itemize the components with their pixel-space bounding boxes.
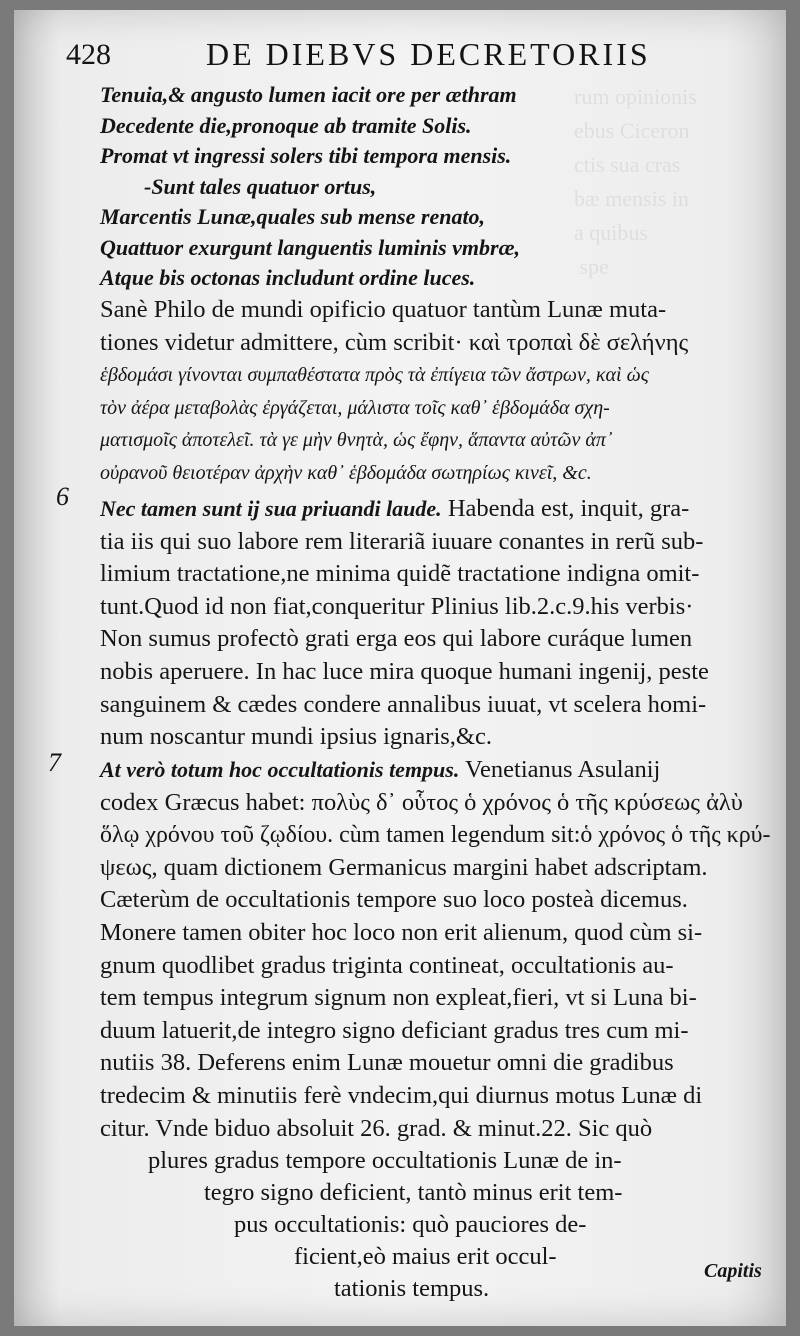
catchword: Capitis xyxy=(704,1260,762,1282)
book-page xyxy=(14,10,786,1326)
paragraph-philo xyxy=(100,294,770,490)
lemma: Nec tamen sunt ij sua priuandi laude. xyxy=(100,496,442,521)
verse-line: Marcentis Lunæ,quales sub mense renato, xyxy=(100,204,486,229)
text-line: tunt.Quod id non fiat,conqueritur Plinius lib.2.c.9.his verbis· xyxy=(100,592,694,620)
margin-note-number: 6 xyxy=(56,482,69,511)
greek-line: ἑβδομάσι γίνονται συμπαθέστατα πρὸς τὰ ἐπίγεια τῶν ἄστρων, καὶ ὡς xyxy=(100,364,649,387)
text-line: Sanè Philo de mundi opificio quatuor tantùm Lunæ muta- xyxy=(100,296,667,323)
text-line: Habenda est, inquit, gra- xyxy=(441,495,690,522)
paragraph-nec-tamen xyxy=(100,493,770,754)
verse-line: Decedente die,pronoque ab tramite Solis. xyxy=(100,112,472,138)
text-line: plures gradus tempore occultationis Lunæ de in- xyxy=(148,1147,622,1174)
text-line: tredecim & minutiis ferè vndecim,qui diurnus motus Lunæ di xyxy=(100,1081,703,1109)
text-line: ὅλῳ χρόνου τοῦ ζῳδίου. cùm tamen legendum sit:ὁ χρόνος ὁ τῆς κρύ- xyxy=(100,821,771,849)
text-line: Cæterùm de occultationis tempore suo loco posteà dicemus. xyxy=(100,886,688,914)
text-line: tiones videtur admittere, cùm scribit· καὶ τροπαὶ δὲ σελήνης xyxy=(100,328,689,356)
greek-line: οὐρανοῦ θειοτέραν ἀρχὴν καθ᾽ ἑβδομάδα σωτηρίως κινεῖ, &c. xyxy=(100,461,592,484)
verse-line: Atque bis octonas includunt ordine luces. xyxy=(100,265,476,290)
text-line: limium tractatione,ne minima quidẽ tractatione indigna omit- xyxy=(100,560,700,588)
text-line: ψεως, quam dictionem Germanicus margini habet adscriptam. xyxy=(100,853,708,881)
text-line: Venetianus Asulanij xyxy=(459,756,661,783)
greek-line: τὸν ἀέρα μεταβολὰς ἐργάζεται, μάλιστα τοῖς καθ᾽ ἑβδομάδα σχη- xyxy=(100,396,610,419)
text-line: num noscantur mundi ipsius ignaris,&c. xyxy=(100,723,492,751)
text-line: sanguinem & cædes condere annalibus iuuat, vt scelera homi- xyxy=(100,690,707,718)
verse-block xyxy=(100,80,770,294)
verse-line: -Sunt tales quatuor ortus, xyxy=(144,173,377,199)
text-line: codex Græcus habet: πολὺς δ᾽ οὗτος ὁ χρόνος ὁ τῆς κρύσεως ἀλὺ xyxy=(100,788,743,816)
text-line: tationis tempus. xyxy=(334,1275,490,1302)
page-number: 428 xyxy=(66,38,111,71)
text-line: ficient,eò maius erit occul- xyxy=(294,1243,557,1270)
text-line: citur. Vnde biduo absoluit 26. grad. & minut.22. Sic quò xyxy=(100,1114,653,1142)
show-through-text: rum opinionis ebus Ciceron ctis sua cras bæ mensis in a quibus spe xyxy=(574,84,697,279)
paragraph-at-vero xyxy=(100,754,770,1145)
text-line: pus occultationis: quò pauciores de- xyxy=(234,1211,587,1238)
text-line: nutiis 38. Deferens enim Lunæ mouetur omni die gradibus xyxy=(100,1049,674,1077)
text-line: duum latuerit,de integro signo deficiant gradus tres cum mi- xyxy=(100,1016,689,1044)
verse-line: Quattuor exurgunt languentis luminis vmbræ, xyxy=(100,234,520,260)
verse-line: Promat vt ingressi solers tibi tempora mensis. xyxy=(100,143,512,168)
text-line: tia iis qui suo labore rem literariã iuuare conantes in rerũ sub- xyxy=(100,527,704,555)
lemma: At verò totum hoc occultationis tempus. xyxy=(100,757,460,782)
verse-line: Tenuia,& angusto lumen iacit ore per æthram xyxy=(100,82,517,107)
text-line: Monere tamen obiter hoc loco non erit alienum, quod cùm si- xyxy=(100,918,703,946)
text-line: tegro signo deficient, tantò minus erit tem- xyxy=(204,1179,623,1206)
greek-line: ματισμοῖς ἀποτελεῖ. τὰ γε μὴν θνητὰ, ὡς ἔφην, ἅπαντα αὐτῶν ἀπ᾽ xyxy=(100,429,613,452)
text-line: gnum quodlibet gradus triginta contineat, occultationis au- xyxy=(100,951,674,979)
page-header xyxy=(66,32,766,82)
text-line: nobis aperuere. In hac luce mira quoque humani ingenij, peste xyxy=(100,657,709,685)
text-line: Non sumus profectò grati erga eos qui labore curáque lumen xyxy=(100,625,693,653)
text-line: tem tempus integrum signum non expleat,fieri, vt si Luna bi- xyxy=(100,984,697,1012)
running-head: DE DIEBVS DECRETORIIS xyxy=(206,36,651,72)
margin-note-number: 7 xyxy=(48,748,61,777)
